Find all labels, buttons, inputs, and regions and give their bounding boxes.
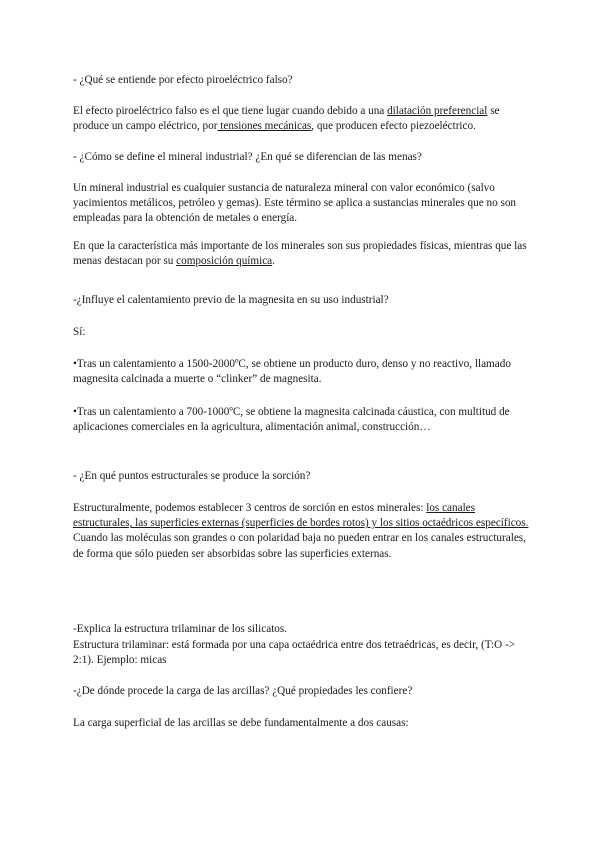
answer-sorption [73,501,533,562]
question-clay-charge: -¿De dónde procede la carga de las arcillas? ¿Qué propiedades les confiere? [73,685,413,697]
answer-text: . [272,255,275,268]
answer-text: , que producen efecto piezoeléctrico. [311,120,476,133]
answer-clay-charge: La carga superficial de las arcillas se debe fundamentalmente a dos causas: [73,717,409,729]
answer-text: En que la característica más importante de los minerales son sus propiedades físicas, mientras que las menas destacan por su [73,240,527,268]
answer-piroelectric [73,104,533,134]
question-piroelectric: - ¿Qué se entiende por efecto piroeléctrico falso? [73,74,293,86]
question-magnesite: -¿Influye el calentamiento previo de la magnesita en su uso industrial? [73,294,389,306]
answer-text: se produce un campo eléctrico, por [73,105,500,133]
underlined-term: los canales estructurales, las superficies externas (superficies de bordes rotos) y los sitios octaédricos específicos. [73,502,529,530]
answer-industrial-mineral: Un mineral industrial es cualquier sustancia de naturaleza mineral con valor económico (salvo yacimientos metálicos, petróleo y gemas). Este término se aplica a sustancias minerales que no son empleadas para la obtención de metales o energía. [73,182,517,225]
answer-yes: Sí: [73,326,86,338]
answer-trilaminar: Estructura trilaminar: está formada por una capa octaédrica entre dos tetraédricas, es decir, (T:O -> 2:1). Ejemplo: micas [73,639,516,667]
underlined-term: composición química [176,255,273,268]
question-trilaminar: -Explica la estructura trilaminar de los silicatos. [73,623,288,635]
answer-text: Estructuralmente, podemos establecer 3 centros de sorción en estos minerales: [73,502,427,514]
bullet-low-temperature: •Tras un calentamiento a 700-1000ºC, se obtiene la magnesita calcinada cáustica, con multitud de aplicaciones comerciales en la agricultura, alimentación animal, construcción… [73,406,510,434]
bullet-high-temperature: •Tras un calentamiento a 1500-2000ºC, se obtiene un producto duro, denso y no reactivo, llamado magnesita calcinada a muerte o “clinker” de magnesita. [73,358,511,386]
question-sorption: - ¿En qué puntos estructurales se produce la sorción? [73,470,311,482]
underlined-term: dilatación preferencial [387,105,488,117]
underlined-term: tensiones mecánicas [217,120,312,133]
answer-text: Cuando las moléculas son grandes o con polaridad baja no pueden entrar en los canales estructurales, de forma que sólo pueden ser absorbidas sobre las superficies externas. [73,532,526,560]
answer-text: El efecto piroeléctrico falso es el que tiene lugar cuando debido a una [73,105,388,117]
answer-menas-difference [73,239,533,269]
question-industrial-mineral: - ¿Cómo se define el mineral industrial? ¿En qué se diferencian de las menas? [73,151,422,163]
